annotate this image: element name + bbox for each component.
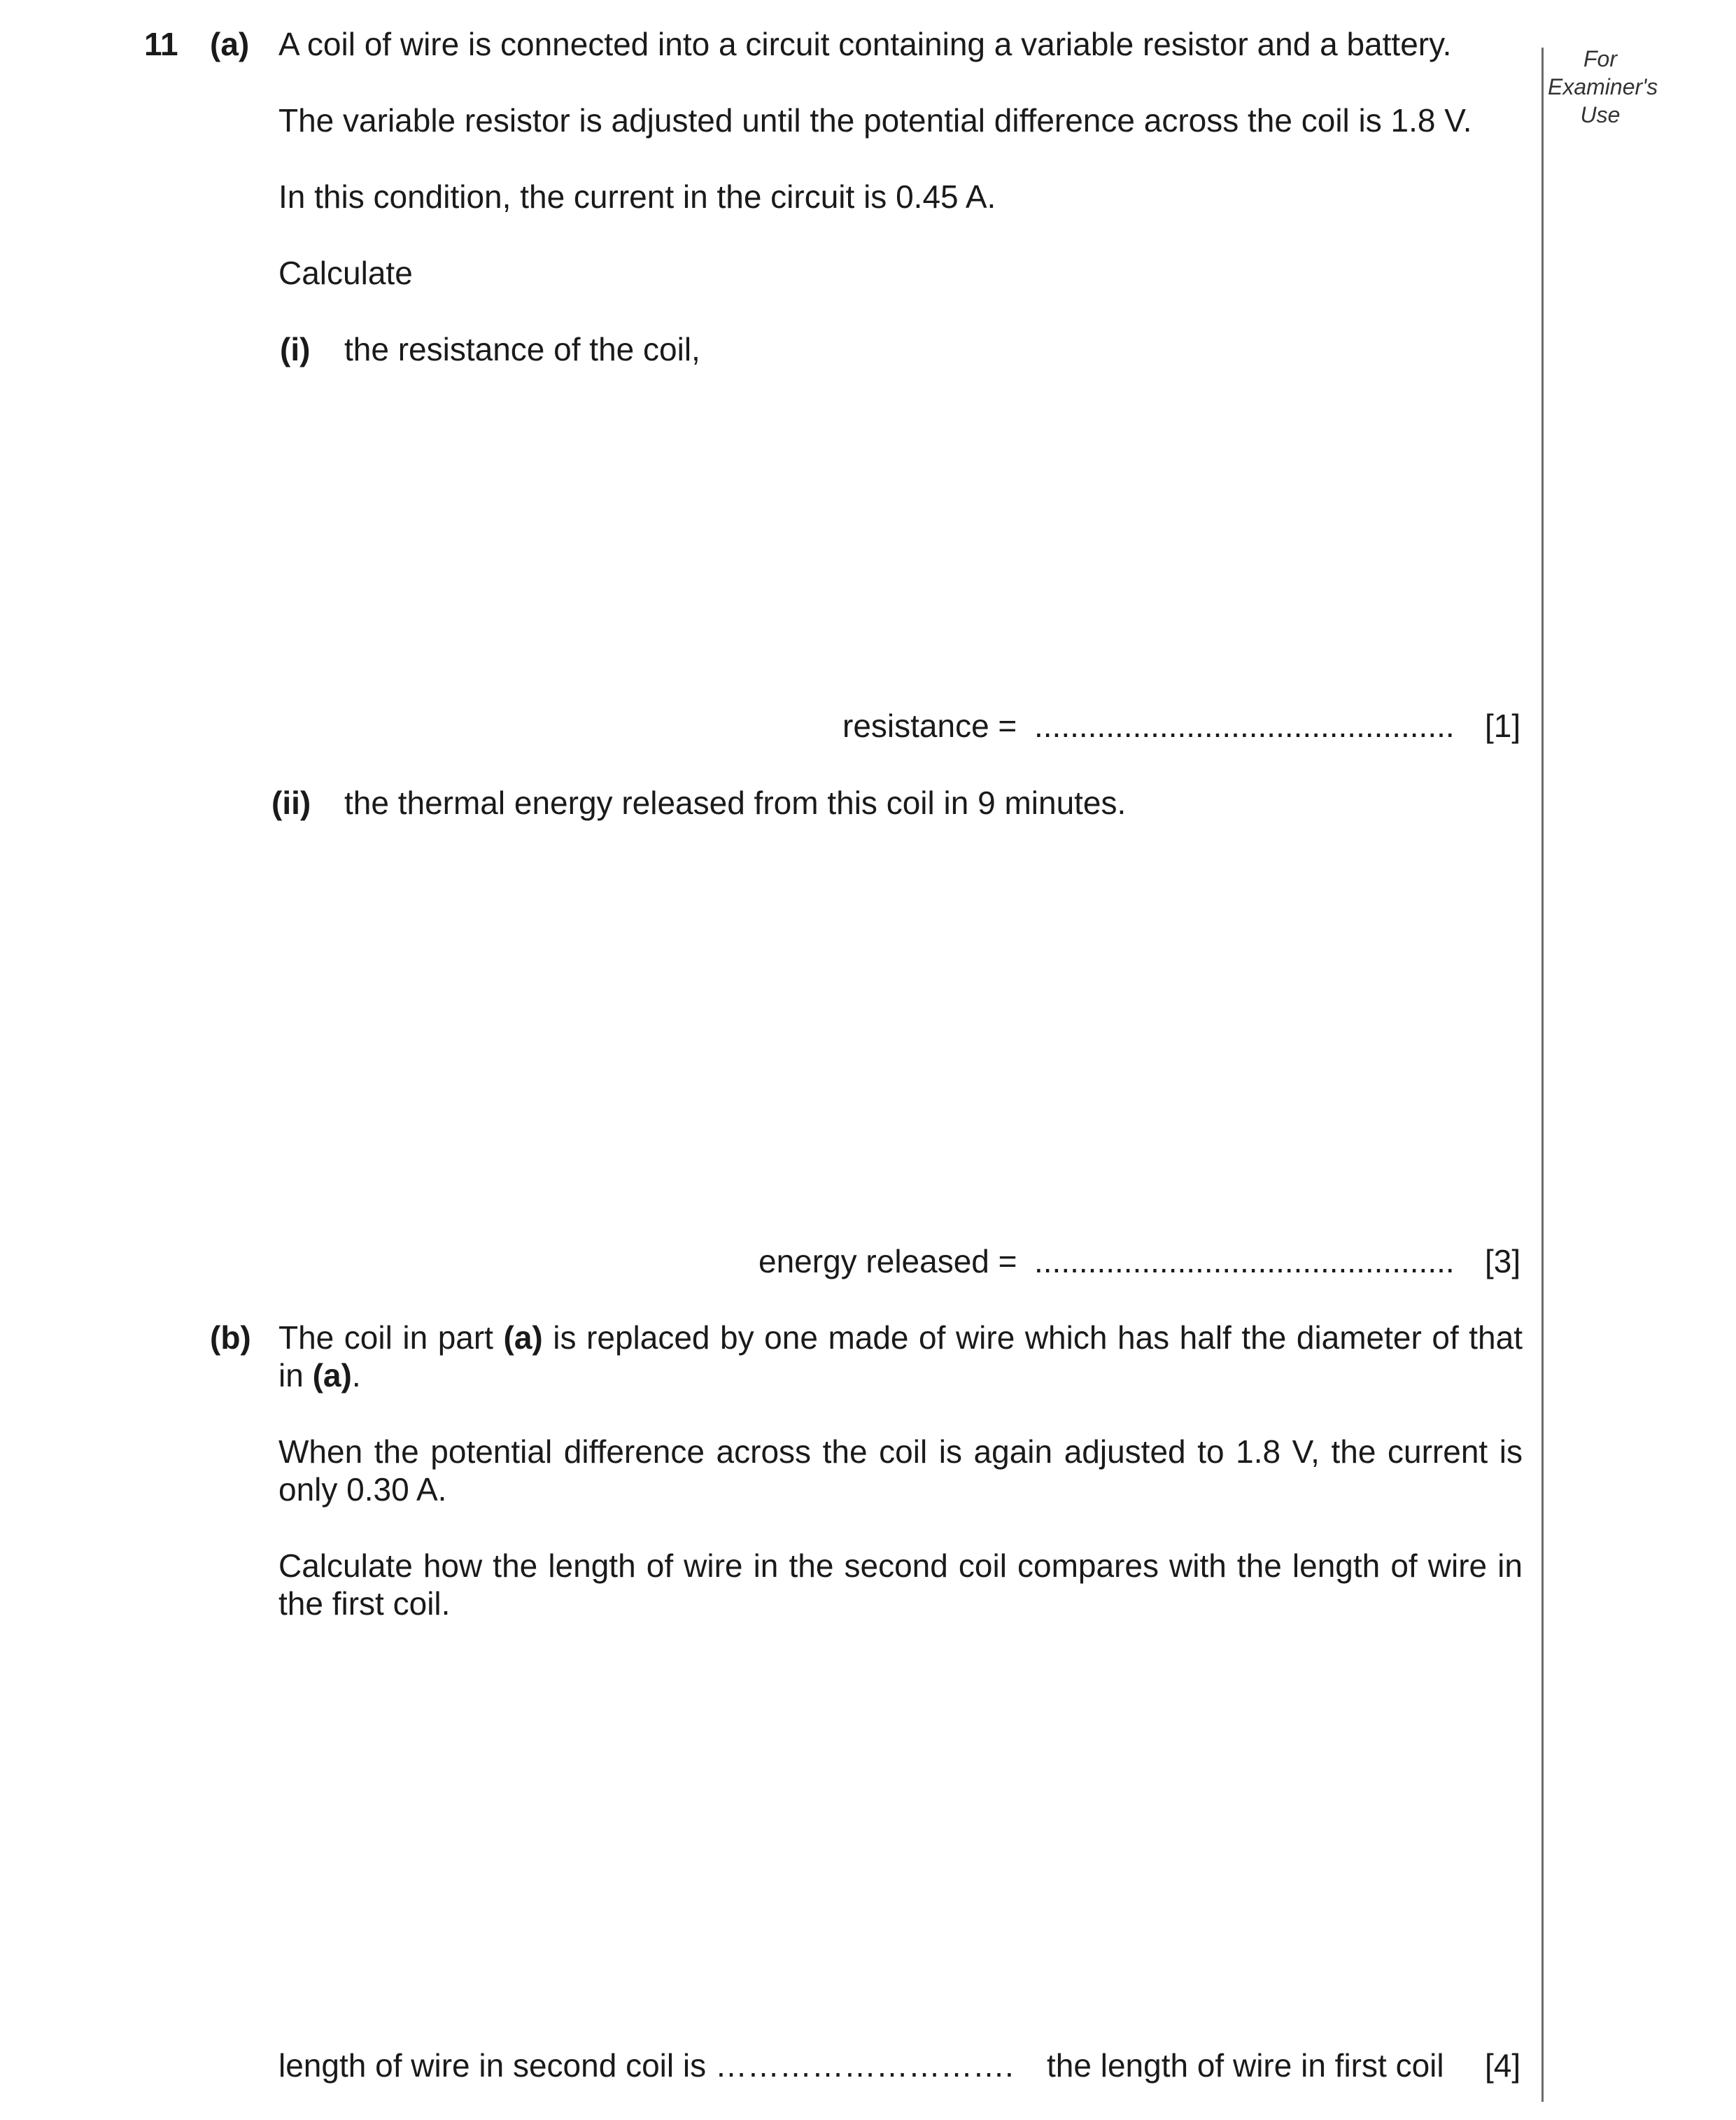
length-answer-label: length of wire in second coil is — [278, 2047, 707, 2084]
resistance-answer-line[interactable]: ............................................... — [1034, 708, 1455, 744]
calculate-heading: Calculate — [278, 255, 413, 291]
question-number: 11 — [144, 26, 178, 62]
resistance-marks: [1] — [1485, 708, 1521, 744]
part-a-label: (a) — [210, 26, 250, 62]
part-b-paragraph-3: Calculate how the length of wire in the second coil compares with the length of wire in the first coil. — [278, 1547, 1523, 1622]
part-b-paragraph-1: The coil in part (a) is replaced by one made of wire which has half the diameter of that in (a). — [278, 1319, 1523, 1394]
energy-marks: [3] — [1485, 1243, 1521, 1279]
examiner-line-1: For — [1583, 46, 1617, 71]
sub-ii-label: (ii) — [271, 785, 311, 821]
length-answer-line[interactable]: ………………………. — [715, 2047, 1014, 2084]
energy-answer-line[interactable]: ............................................... — [1034, 1243, 1455, 1279]
part-a-line-1: A coil of wire is connected into a circuit containing a variable resistor and a battery. — [278, 26, 1452, 62]
part-b-paragraph-2: When the potential difference across the coil is again adjusted to 1.8 V, the current is only 0.30 A. — [278, 1433, 1523, 1508]
resistance-answer-label: resistance = — [842, 708, 1017, 744]
sub-i-label: (i) — [280, 331, 311, 367]
sub-ii-text: the thermal energy released from this coil in 9 minutes. — [344, 785, 1127, 821]
examiner-use-label — [1548, 45, 1658, 129]
sub-i-text: the resistance of the coil, — [344, 331, 700, 367]
examiner-margin-rule — [1541, 48, 1544, 2102]
examiner-line-3: Use — [1580, 102, 1621, 127]
length-answer-suffix: the length of wire in first coil — [1047, 2047, 1444, 2084]
part-b-label: (b) — [210, 1319, 251, 1356]
part-a-line-3: In this condition, the current in the circuit is 0.45 A. — [278, 178, 996, 215]
examiner-line-2: Examiner's — [1548, 74, 1658, 99]
part-a-line-2: The variable resistor is adjusted until the potential difference across the coil is 1.8 V. — [278, 102, 1472, 139]
energy-answer-label: energy released = — [758, 1243, 1017, 1279]
length-marks: [4] — [1485, 2047, 1521, 2084]
